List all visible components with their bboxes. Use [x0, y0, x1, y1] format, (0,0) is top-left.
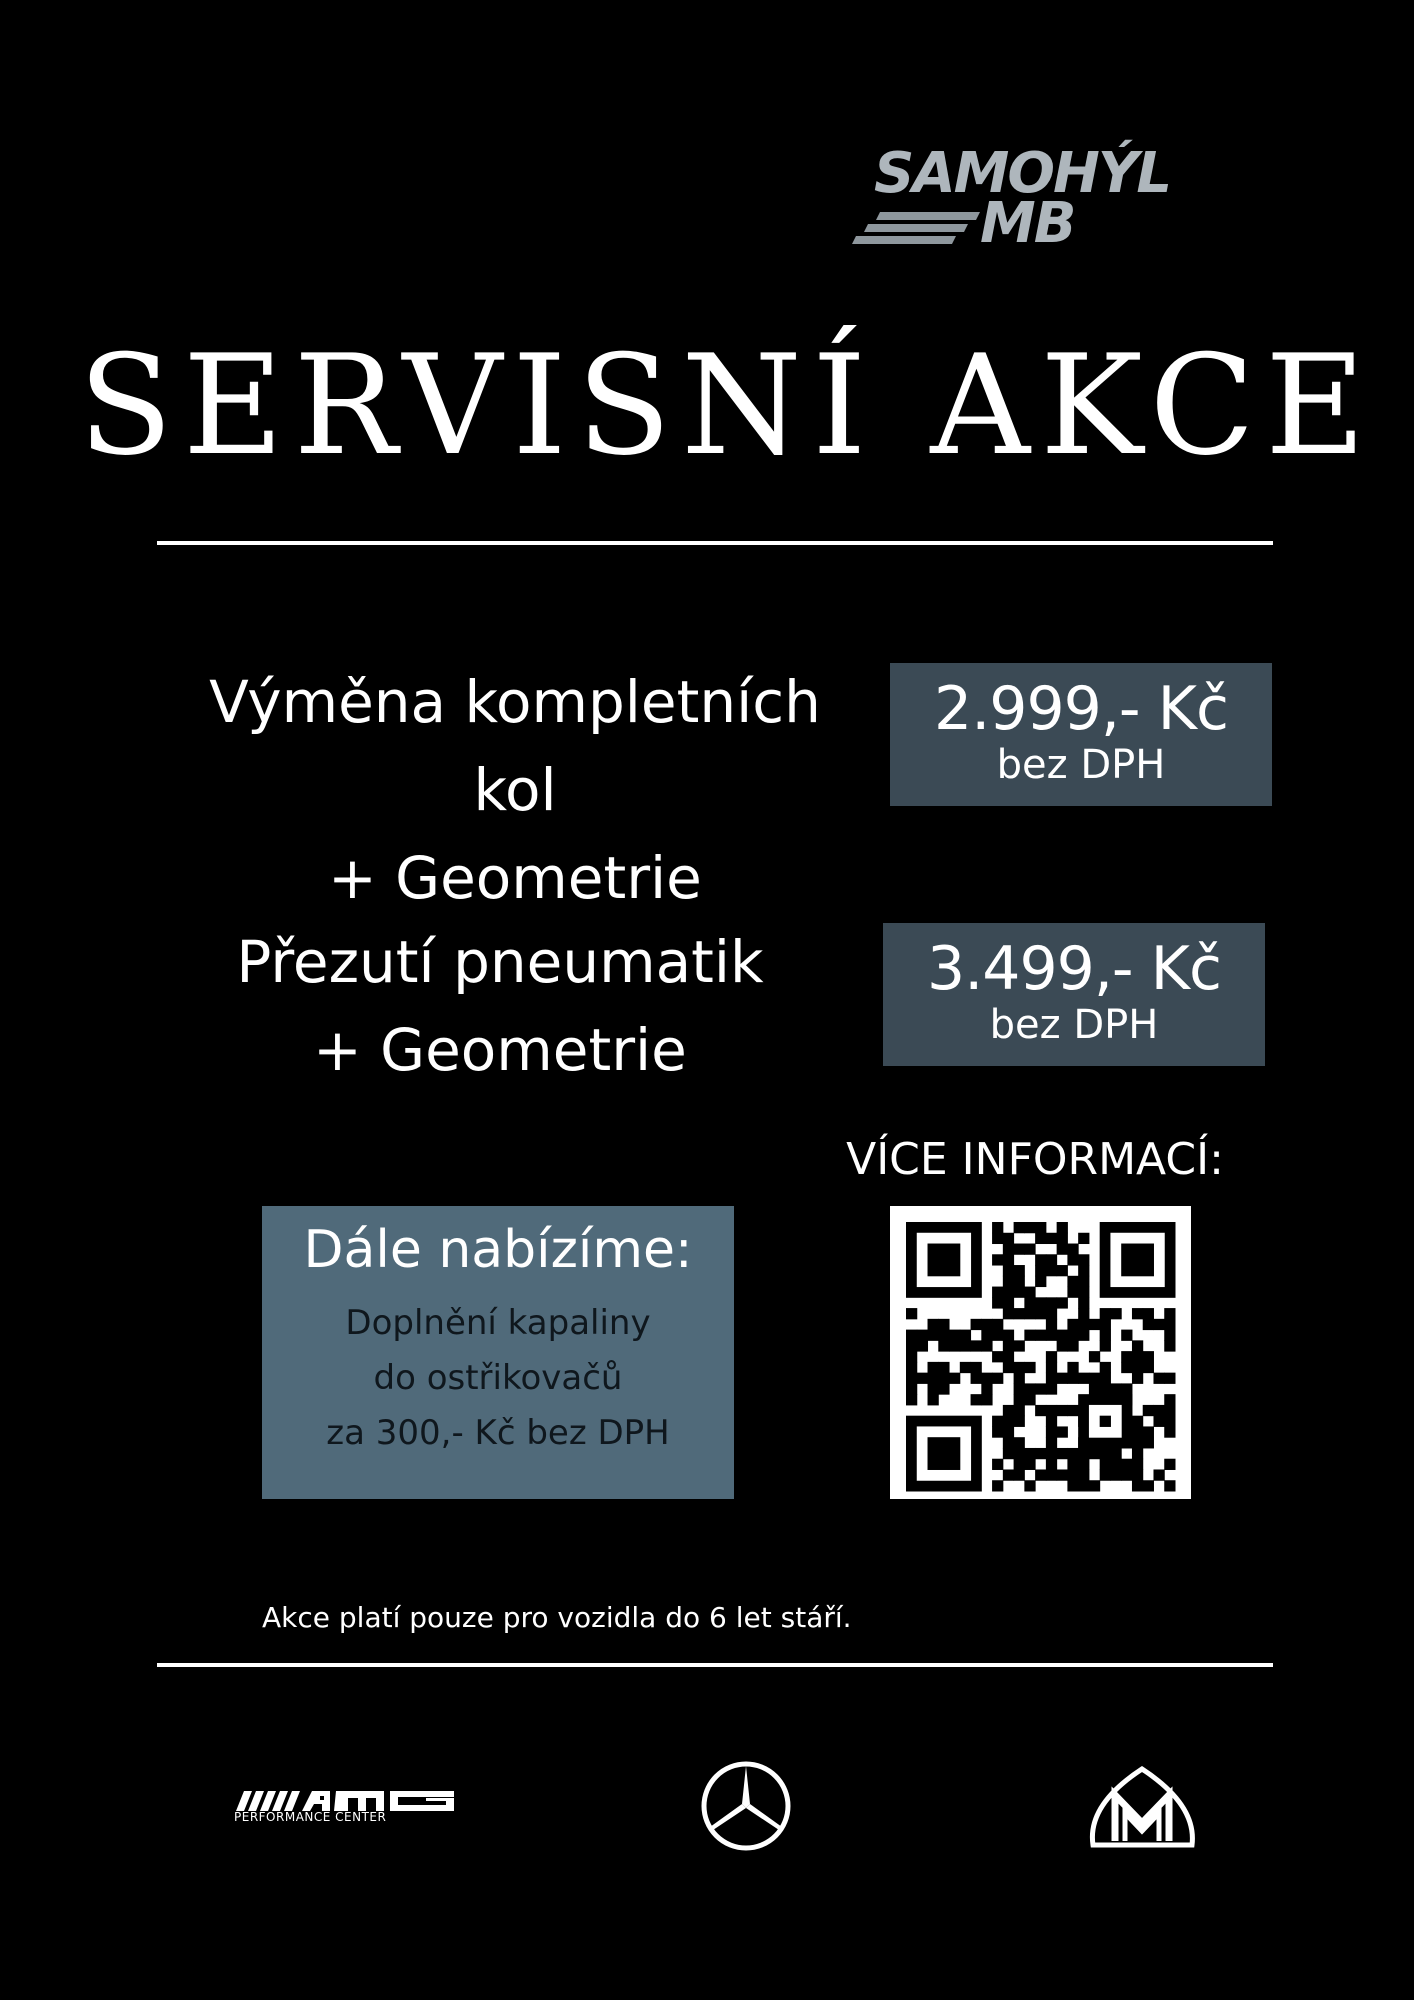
- amg-subtitle: PERFORMANCE CENTER: [234, 1810, 387, 1824]
- divider-bottom: [157, 1663, 1273, 1667]
- logo-line-2: MB: [980, 191, 1075, 256]
- mercedes-star-icon: [700, 1760, 792, 1852]
- offer-1-price: 2.999,- Kč: [934, 674, 1228, 744]
- offer-2-price-note: bez DPH: [989, 1002, 1159, 1048]
- offer-1-price-box: [890, 663, 1272, 806]
- offer-2-line-1: Přezutí pneumatik: [236, 928, 764, 996]
- logo-line-1: SAMOHÝL: [874, 141, 1171, 206]
- footnote: Akce platí pouze pro vozidla do 6 let stáří.: [262, 1601, 852, 1634]
- divider-top: [157, 541, 1273, 545]
- offer-1-line-1: Výměna kompletních kol: [209, 668, 821, 824]
- offer-2-price: 3.499,- Kč: [927, 934, 1221, 1004]
- offer-1-description: [160, 658, 870, 922]
- qr-code-graphic: [890, 1206, 1191, 1499]
- logo-stripes-icon: [850, 212, 980, 248]
- page-title: SERVISNÍ AKCE: [78, 325, 1376, 486]
- offer-2-description: [160, 918, 840, 1094]
- offer-1-price-note: bez DPH: [996, 742, 1166, 788]
- extra-offer-line-2: do ostřikovačů: [373, 1358, 623, 1398]
- samohyl-mb-logo: [850, 141, 1280, 256]
- extra-offer-box: [262, 1206, 734, 1499]
- qr-code-icon[interactable]: [890, 1206, 1191, 1499]
- offer-1-line-2: + Geometrie: [328, 844, 702, 912]
- extra-offer-heading: Dále nabízíme:: [303, 1220, 693, 1280]
- offer-2-price-box: [883, 923, 1265, 1066]
- offer-2-line-2: + Geometrie: [313, 1016, 687, 1084]
- maybach-logo-icon: [1085, 1765, 1200, 1851]
- extra-offer-body: [262, 1296, 734, 1461]
- extra-offer-line-1: Doplnění kapaliny: [345, 1303, 651, 1343]
- extra-offer-line-3: za 300,- Kč bez DPH: [326, 1413, 670, 1453]
- more-info-label: VÍCE INFORMACÍ:: [846, 1134, 1224, 1185]
